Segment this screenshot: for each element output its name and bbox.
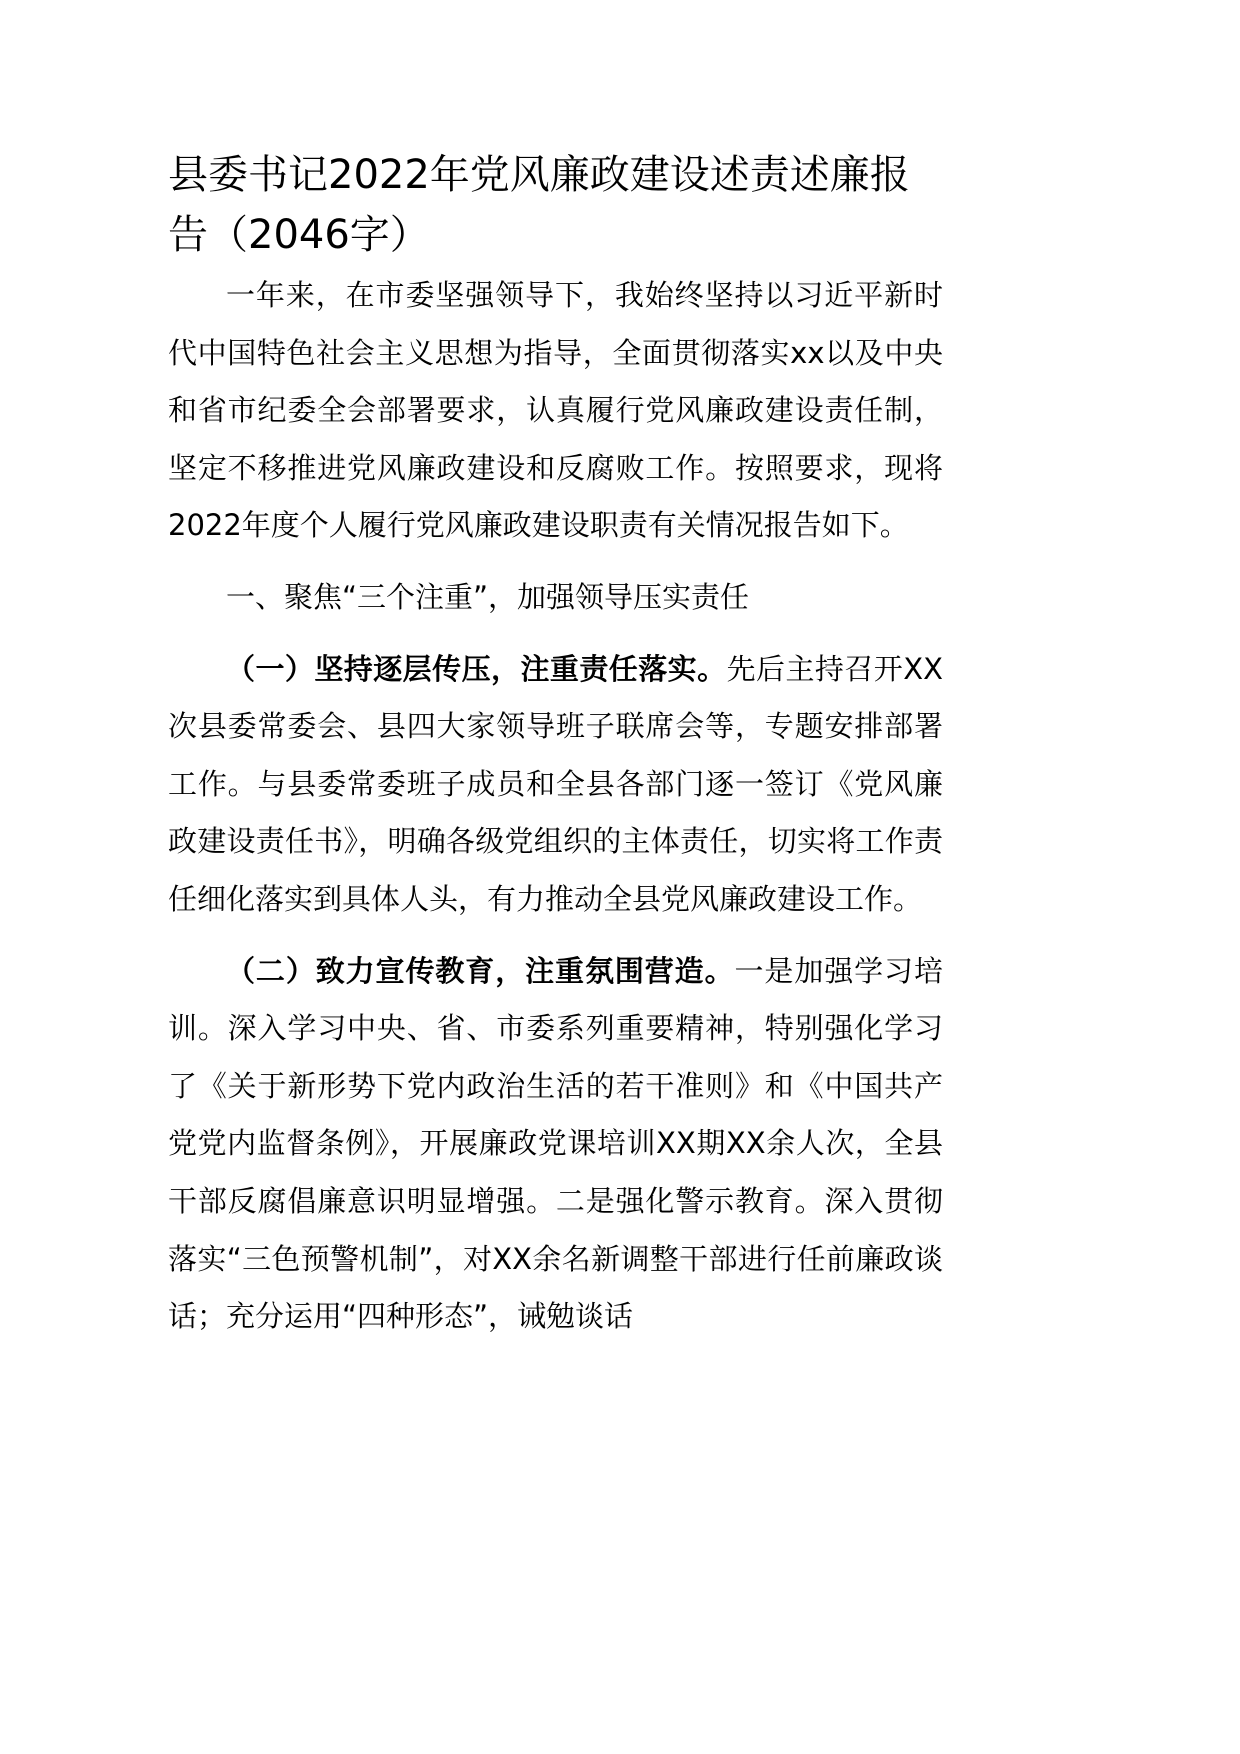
section-heading-1: 一、聚焦“三个注重”，加强领导压实责任 xyxy=(226,579,750,614)
intro-paragraph: 一年来，在市委坚强领导下，我始终坚持以习近平新时代中国特色社会主义思想为指导，全面贯彻落实xx以及中央和省市纪委全会部署要求，认真履行党风廉政建设责任制，坚定不移推进党风廉政建设和反腐败工作。按照要求，现将2022年度个人履行党风廉政建设职责有关情况报告如下。 xyxy=(168,278,943,543)
subsection-1-1-lead: （一）坚持逐层传压，注重责任落实。 xyxy=(226,651,727,686)
subsection-1-1-body: 先后主持召开XX次县委常委会、县四大家领导班子联席会等，专题安排部署工作。与县委常委班子成员和全县各部门逐一签订《党风廉政建设责任书》，明确各级党组织的主体责任，切实将工作责任细化落实到具体人头，有力推动全县党风廉政建设工作。 xyxy=(168,651,943,916)
document-title: 县委书记2022年党风廉政建设述责述廉报告（2046字） xyxy=(168,152,910,258)
document-page xyxy=(168,145,943,1346)
subsection-1-2 xyxy=(168,943,943,1346)
subsection-1-2-body: 一是加强学习培训。深入学习中央、省、市委系列重要精神，特别强化学习了《关于新形势下党内政治生活的若干准则》和《中国共产党党内监督条例》，开展廉政党课培训XX期XX余人次，全县干部反腐倡廉意识明显增强。二是强化警示教育。深入贯彻落实“三色预警机制”，对XX余名新调整干部进行任前廉政谈话；充分运用“四种形态”，诫勉谈话 xyxy=(168,953,943,1334)
subsection-1-1 xyxy=(168,641,943,929)
subsection-1-2-lead: （二）致力宣传教育，注重氛围营造。 xyxy=(226,953,735,988)
